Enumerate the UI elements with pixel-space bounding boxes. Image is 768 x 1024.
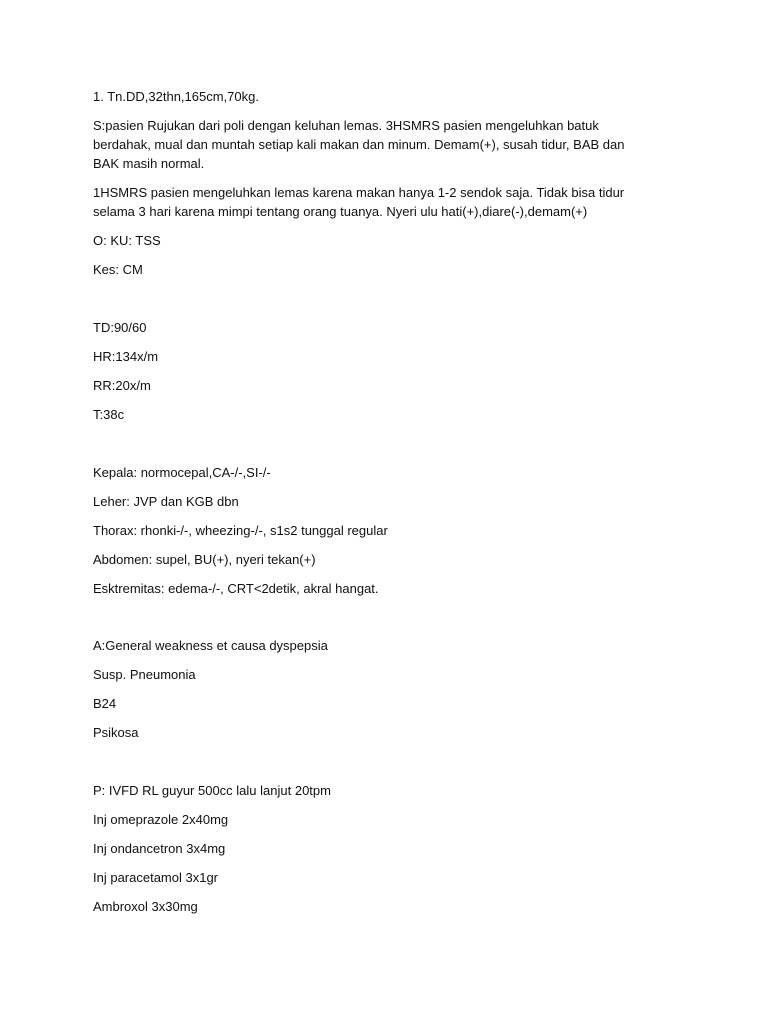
subjective-line-4: 1HSMRS pasien mengeluhkan lemas karena makan hanya 1-2 sendok saja. Tidak bisa tidur	[93, 185, 625, 200]
exam-thorax: Thorax: rhonki-/-, wheezing-/-, s1s2 tunggal regular	[93, 523, 388, 538]
plan-3: Inj ondancetron 3x4mg	[93, 841, 226, 856]
subjective-line-3: BAK masih normal.	[93, 156, 205, 171]
plan-5: Ambroxol 3x30mg	[93, 899, 198, 914]
vital-hr: HR:134x/m	[93, 349, 159, 364]
vital-td: TD:90/60	[93, 320, 147, 335]
subjective-line-1: S:pasien Rujukan dari poli dengan keluhan lemas. 3HSMRS pasien mengeluhkan batuk	[93, 118, 599, 133]
assessment-4: Psikosa	[93, 725, 139, 740]
subjective-line-2: berdahak, mual dan muntah setiap kali makan dan minum. Demam(+), susah tidur, BAB dan	[93, 137, 625, 152]
objective-ku: O: KU: TSS	[93, 233, 161, 248]
subjective-line-5: selama 3 hari karena mimpi tentang orang tuanya. Nyeri ulu hati(+),diare(-),demam(+)	[93, 204, 588, 219]
assessment-2: Susp. Pneumonia	[93, 667, 196, 682]
exam-abdomen: Abdomen: supel, BU(+), nyeri tekan(+)	[93, 552, 316, 567]
patient-header: 1. Tn.DD,32thn,165cm,70kg.	[93, 89, 259, 104]
vital-rr: RR:20x/m	[93, 378, 151, 393]
plan-4: Inj paracetamol 3x1gr	[93, 870, 219, 885]
vital-t: T:38c	[93, 407, 125, 422]
plan-1: P: IVFD RL guyur 500cc lalu lanjut 20tpm	[93, 783, 331, 798]
plan-2: Inj omeprazole 2x40mg	[93, 812, 229, 827]
exam-leher: Leher: JVP dan KGB dbn	[93, 494, 239, 509]
objective-kes: Kes: CM	[93, 262, 143, 277]
assessment-1: A:General weakness et causa dyspepsia	[93, 638, 328, 653]
assessment-3: B24	[93, 696, 117, 711]
exam-kepala: Kepala: normocepal,CA-/-,SI-/-	[93, 465, 271, 480]
exam-ekstremitas: Esktremitas: edema-/-, CRT<2detik, akral hangat.	[93, 581, 379, 596]
